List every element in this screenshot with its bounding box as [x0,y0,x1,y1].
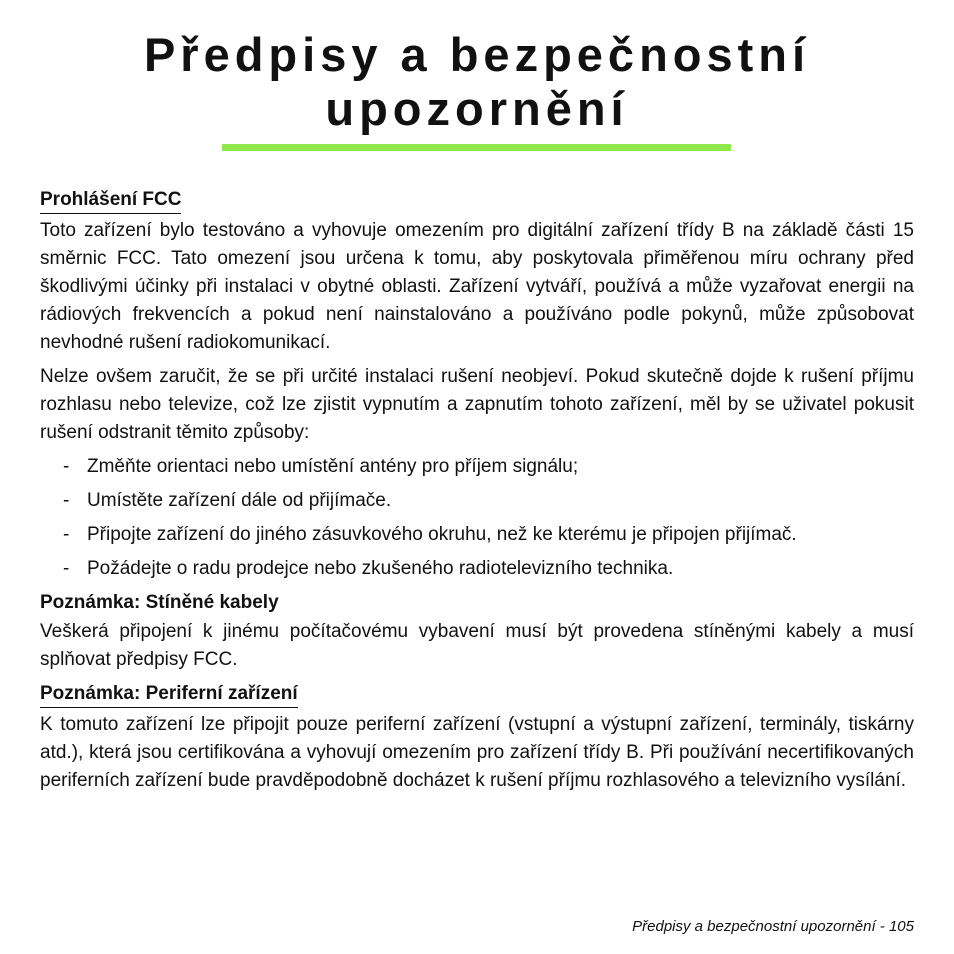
list-item [40,487,914,515]
fcc-heading: Prohlášení FCC [40,188,181,214]
peripheral-devices-section [40,680,914,795]
list-item-text: Změňte orientaci nebo umístění antény pro příjem signálu; [87,456,579,477]
title-underline-bar [222,144,731,151]
page-footer: Předpisy a bezpečnostní upozornění - 105 [632,918,914,935]
list-item-text: Umístěte zařízení dále od přijímače. [87,490,392,511]
peripheral-devices-heading: Poznámka: Periferní zařízení [40,682,298,708]
peripheral-devices-paragraph: K tomuto zařízení lze připojit pouze periferní zařízení (vstupní a výstupní zařízení, terminály, tiskárny atd.), která jsou certifikována a vyhovují omezením pro zařízení třídy B. Při používání necertifikovaných periferních zařízení bude pravděpodobně docházet k rušení příjmu rozhlasového a televizního vysílání. [40,714,914,791]
list-item-text: Požádejte o radu prodejce nebo zkušeného radiotelevizního technika. [87,558,674,579]
shielded-cables-section [40,589,914,674]
page-title-line1: Předpisy a bezpečnostní [143,28,811,81]
list-item [40,555,914,583]
fcc-paragraph-1: Toto zařízení bylo testováno a vyhovuje omezením pro digitální zařízení třídy B na základě části 15 směrnic FCC. Tato omezení jsou určena k tomu, aby poskytovala přiměřenou míru ochrany před škodlivými účinky při instalaci v obytné oblasti. Zařízení vytváří, používá a může vyzařovat energii na rádiových frekvencích a pokud není nainstalováno a používáno podle pokynů, může způsobovat nevhodné rušení radiokomunikací. [40,220,914,353]
bullet-dash: - [63,558,70,579]
page-title-line2: upozornění [325,82,629,135]
list-item [40,453,914,481]
main-content [40,186,914,801]
fcc-paragraph-2: Nelze ovšem zaručit, že se při určité instalaci rušení neobjeví. Pokud skutečně dojde k rušení příjmu rozhlasu nebo televize, což lze zjistit vypnutím a zapnutím tohoto zařízení, měl by se uživatel pokusit rušení odstranit těmito způsoby: [40,366,914,443]
shielded-cables-paragraph: Veškerá připojení k jinému počítačovému vybavení musí být provedena stíněnými kabely a musí splňovat předpisy FCC. [40,621,914,670]
bullet-dash: - [63,524,70,545]
list-item [40,521,914,549]
page-title [0,28,954,136]
fcc-bullet-list [40,453,914,583]
fcc-section [40,186,914,583]
shielded-cables-heading: Poznámka: Stíněné kabely [40,592,279,613]
bullet-dash: - [63,456,70,477]
list-item-text: Připojte zařízení do jiného zásuvkového okruhu, než ke kterému je připojen přijímač. [87,524,797,545]
bullet-dash: - [63,490,70,511]
